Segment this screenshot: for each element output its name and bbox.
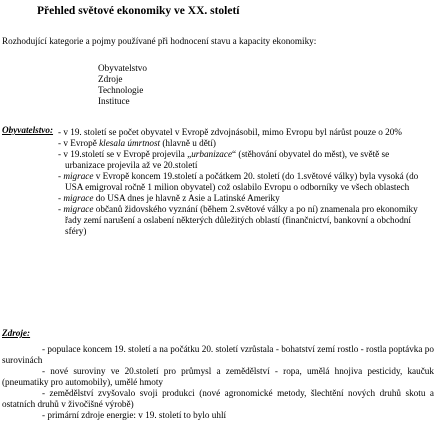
- item-emphasis: klesala úmrtnost: [99, 138, 161, 148]
- item-text: - v 19.století se v Evropě projevila „: [58, 149, 192, 159]
- list-item: [58, 171, 428, 193]
- item-text: “ (stěhování obyvatel do měst), ve světě se urbanizace projevila až ve 20.století: [65, 149, 390, 170]
- list-item: - primární zdroje energie: v 19. století to bylo uhlí: [42, 410, 227, 420]
- list-item: [58, 193, 428, 204]
- list-item: - zemědělství zvyšovalo svoji produkci (nové agronomické metody, šlechtění nových druhů skotu a ostatních druhů v živočišné výrobě): [2, 388, 434, 409]
- item-text: - v Evropě: [58, 138, 100, 148]
- item-emphasis: migrace: [63, 171, 94, 181]
- item-text: (hlavně u dětí): [160, 138, 216, 148]
- list-item: [58, 127, 428, 138]
- zdroje-list: [2, 344, 434, 421]
- category-item: Zdroje: [98, 74, 123, 84]
- category-item: Obyvatelstvo: [98, 63, 147, 73]
- list-item: [58, 204, 428, 237]
- item-text: do USA dnes je hlavně z Asie a Latinské Ameriky: [93, 193, 280, 203]
- category-item: Technologie: [98, 85, 144, 95]
- item-text: - v 19. století se počet obyvatel v Evropě zdvojnásobil, mimo Evropu byl nárůst pouze o 20%: [58, 127, 402, 137]
- list-item: - nové suroviny ve 20.století pro průmysl a zemědělství - ropa, umělá hnojiva pesticidy, kaučuk (pneumatiky pro automobily), umělé hmoty: [2, 366, 434, 387]
- list-item: [58, 138, 428, 149]
- list-item: [58, 149, 428, 171]
- intro-text: Rozhodující kategorie a pojmy používané při hodnocení stavu a kapacity ekonomiky:: [2, 36, 317, 46]
- item-text: v Evropě koncem 19.století a počátkem 20. století (do 1.světové války) byla vysoká (do USA emigroval ročně 1 milion obyvatel) což oslabilo Evropu o odborníky ve všech oblastech: [65, 171, 419, 192]
- section-heading-obyvatelstvo: Obyvatelstvo:: [2, 125, 54, 135]
- item-text: občanů židovského vyznání (během 2.světové války a po ní) znamenala pro ekonomiky řady zemí narušení a oslabení některých důležitých oblastí (finančnictví, bankovní a obchodní sféry): [65, 204, 418, 236]
- section-heading-zdroje: Zdroje:: [2, 328, 31, 338]
- list-item: - populace koncem 19. století a na počátku 20. století vzrůstala - bohatství zemí rostlo - rostla poptávka po surovinách: [2, 344, 434, 365]
- document-title: Přehled světové ekonomiky ve XX. století: [37, 5, 240, 17]
- item-text: -: [58, 204, 64, 214]
- obyvatelstvo-list: [58, 127, 428, 237]
- category-list: [98, 63, 147, 107]
- item-text: -: [58, 171, 64, 181]
- category-item: Instituce: [98, 96, 130, 106]
- item-emphasis: migrace: [63, 204, 94, 214]
- item-text: -: [58, 193, 64, 203]
- item-emphasis: migrace: [63, 193, 94, 203]
- item-emphasis: urbanizace: [191, 149, 233, 159]
